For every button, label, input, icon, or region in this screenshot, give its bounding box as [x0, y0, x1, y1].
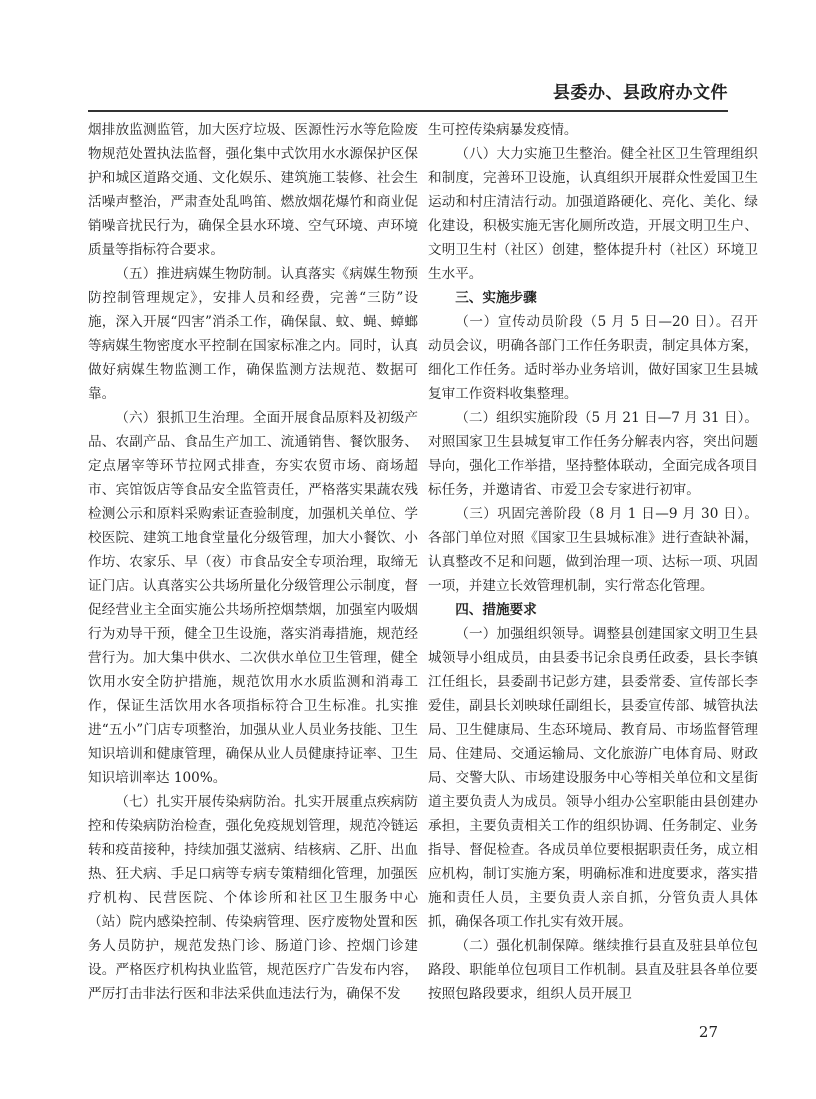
page-header-title: 县委办、县政府办文件	[553, 83, 728, 103]
left-column	[88, 118, 418, 1006]
paragraph: （七）扎实开展传染病防治。扎实开展重点疾病防控和传染病防治检查，强化免疫规划管理，规范冷链运转和疫苗接种，持续加强艾滋病、结核病、乙肝、出血热、狂犬病、手足口病等专病专策精细化管理，加强医疗机构、民营医院、个体诊所和社区卫生服务中心（站）院内感染控制、传染病管理、医疗废物处置和医务人员防护，规范发热门诊、肠道门诊、控烟门诊建设。严格医疗机构执业监管，规范医疗广告发布内容，严厉打击非法行医和非法采供血违法行为，确保不发	[88, 794, 418, 1002]
paragraph: （二）组织实施阶段（5 月 21 日—7 月 31 日）。对照国家卫生县城复审工作任务分解表内容，突出问题导向，强化工作举措，坚持整体联动，全面完成各项目标任务，并邀请省、市爱卫会专家进行初审。	[428, 410, 758, 498]
paragraph: （六）狠抓卫生治理。全面开展食品原料及初级产品、农副产品、食品生产加工、流通销售、餐饮服务、定点屠宰等环节拉网式排查，夯实农贸市场、商场超市、宾馆饭店等食品安全监管责任，严格落实果蔬农残检测公示和原料采购索证查验制度，加强机关单位、学校医院、建筑工地食堂量化分级管理，加大小餐饮、小作坊、农家乐、早（夜）市食品安全专项治理，取缔无证门店。认真落实公共场所量化分级管理公示制度，督促经营业主全面实施公共场所控烟禁烟，加强室内吸烟行为劝导干预，健全卫生设施，落实消毒措施，规范经营行为。加大集中供水、二次供水单位卫生管理，健全饮用水安全防护措施，规范饮用水水质监测和消毒工作，保证生活饮用水各项指标符合卫生标准。扎实推进“五小”门店专项整治，加强从业人员业务技能、卫生知识培训和健康管理，确保从业人员健康持证率、卫生知识培训率达 100%。	[88, 410, 418, 786]
section-heading: 四、措施要求	[455, 602, 537, 618]
header-divider	[88, 110, 728, 112]
paragraph: （八）大力实施卫生整治。健全社区卫生管理组织和制度，完善环卫设施，认真组织开展群众性爱国卫生运动和村庄清洁行动。加强道路硬化、亮化、美化、绿化建设，积极实施无害化厕所改造，开展文明卫生户、文明卫生村（社区）创建，整体提升村（社区）环境卫生水平。	[428, 146, 758, 282]
paragraph: （五）推进病媒生物防制。认真落实《病媒生物预防控制管理规定》，安排人员和经费，完善“三防”设施，深入开展“四害”消杀工作，确保鼠、蚊、蝇、蟑螂等病媒生物密度水平控制在国家标准之内。同时，认真做好病媒生物监测工作，确保监测方法规范、数据可靠。	[88, 266, 418, 402]
paragraph: 烟排放监测监管，加大医疗垃圾、医源性污水等危险废物规范处置执法监督，强化集中式饮用水水源保护区保护和城区道路交通、文化娱乐、建筑施工装修、社会生活噪声整治，严肃查处乱鸣笛、燃放烟花爆竹和商业促销噪音扰民行为，确保全县水环境、空气环境、声环境质量等指标符合要求。	[88, 122, 418, 258]
paragraph: （一）加强组织领导。调整县创建国家文明卫生县城领导小组成员，由县委书记余良勇任政委，县长李镇江任组长，县委副书记彭方建，县委常委、宣传部长李爱佳，副县长刘映球任副组长，县委宣传部、城管执法局、卫生健康局、生态环境局、教育局、市场监督管理局、住建局、交通运输局、文化旅游广电体育局、财政局、交警大队、市场建设服务中心等相关单位和文星街道主要负责人为成员。领导小组办公室职能由县创建办承担，主要负责相关工作的组织协调、任务制定、业务指导、督促检查。各成员单位要根据职责任务，成立相应机构，制订实施方案，明确标准和进度要求，落实措施和责任人员，主要负责人亲自抓，分管负责人具体抓，确保各项工作扎实有效开展。	[428, 626, 758, 930]
right-column	[428, 118, 758, 1006]
paragraph: （一）宣传动员阶段（5 月 5 日—20 日）。召开动员会议，明确各部门工作任务职责，制定具体方案，细化工作任务。适时举办业务培训，做好国家卫生县城复审工作资料收集整理。	[428, 314, 758, 402]
paragraph: （三）巩固完善阶段（8 月 1 日—9 月 30 日）。各部门单位对照《国家卫生县城标准》进行查缺补漏，认真整改不足和问题，做到治理一项、达标一项、巩固一项，并建立长效管理机制，实行常态化管理。	[428, 506, 758, 594]
page-number: 27	[698, 1023, 718, 1041]
section-heading: 三、实施步骤	[455, 290, 537, 306]
paragraph: （二）强化机制保障。继续推行县直及驻县单位包路段、职能单位包项目工作机制。县直及驻县各单位要按照包路段要求，组织人员开展卫	[428, 938, 758, 1002]
paragraph: 生可控传染病暴发疫情。	[428, 122, 578, 138]
